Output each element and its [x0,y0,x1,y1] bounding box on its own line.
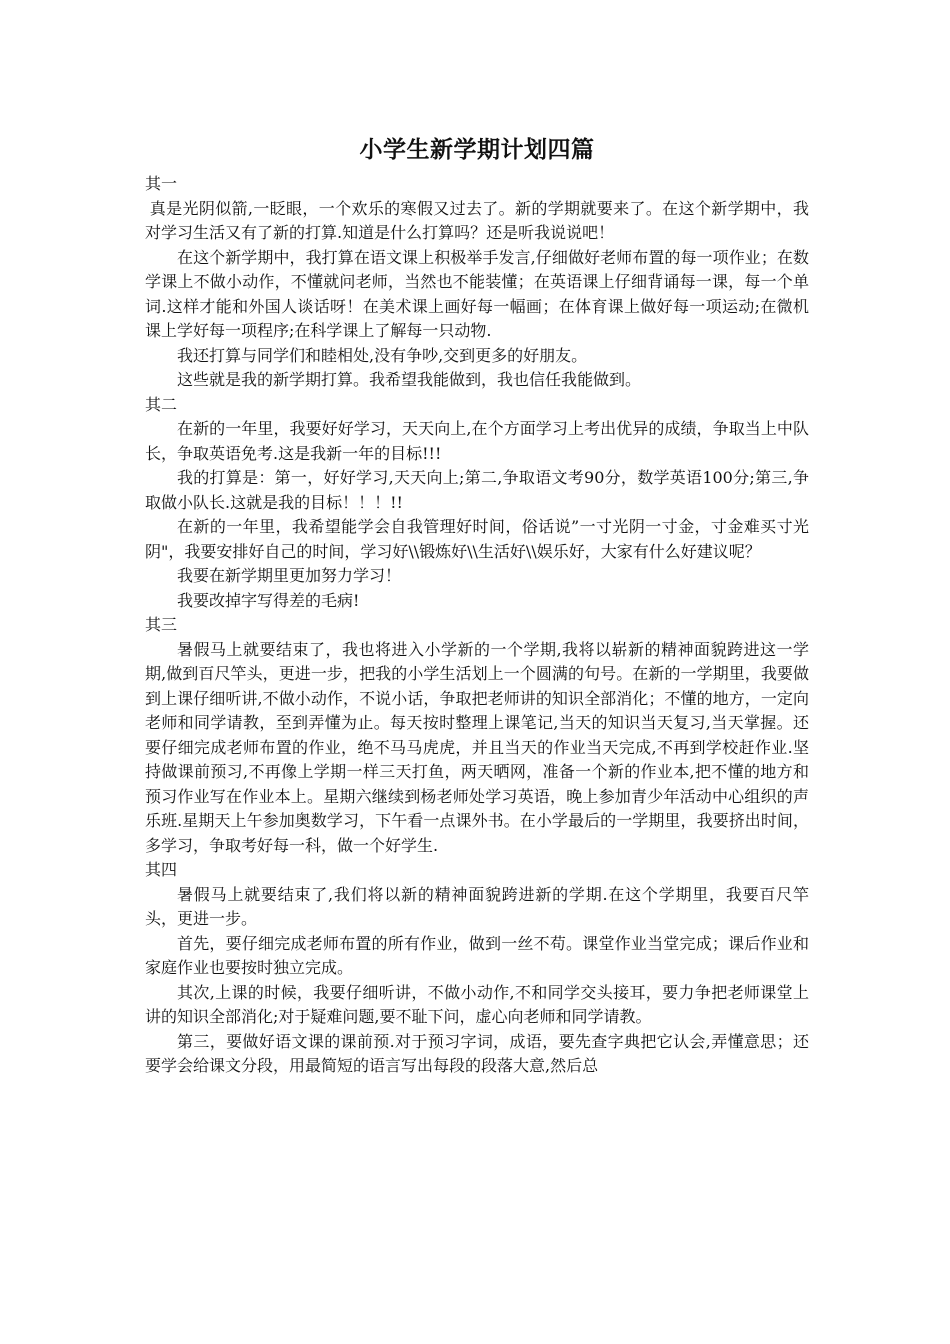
section-heading-3: 其三 [145,615,178,634]
section-heading-4: 其四 [145,860,178,879]
paragraph: 我要改掉字写得差的毛病! [177,590,360,610]
section-heading-1: 其一 [145,174,178,193]
paragraph: 首先，要仔细完成老师布置的所有作业，做到一丝不苟。课堂作业当堂完成；课后作业和家庭作业也要按时独立完成。 [145,933,809,977]
paragraph: 我要在新学期里更加努力学习！ [177,566,402,585]
paragraph: 在新的一年里，我要好好学习，天天向上,在个方面学习上考出优异的成绩，争取当上中队长，争取英语免考.这是我新一年的目标!!! [145,419,809,463]
paragraph: 第三，要做好语文课的课前预.对于预习字词，成语，要先查字典把它认会,弄懂意思；还要学会给课文分段，用最简短的语言写出每段的段落大意,然后总 [145,1031,809,1075]
document-page [145,132,809,1079]
paragraph: 这些就是我的新学期打算。我希望我能做到，我也信任我能做到。 [177,370,642,389]
document-title: 小学生新学期计划四篇 [359,136,595,163]
paragraph: 我的打算是：第一，好好学习,天天向上;第二,争取语文考90分，数学英语100分;第三,争取做小队长.这就是我的目标！！！!! [145,468,809,512]
paragraph: 暑假马上就要结束了,我们将以新的精神面貌跨进新的学期.在这个学期里，我要百尺竿头，更进一步。 [145,884,809,928]
paragraph: 真是光阴似箭,一眨眼，一个欢乐的寒假又过去了。新的学期就要来了。在这个新学期中，我对学习生活又有了新的打算.知道是什么打算吗？还是听我说说吧！ [145,198,809,242]
paragraph: 在新的一年里，我希望能学会自我管理好时间，俗话说”一寸光阴一寸金，寸金难买寸光阴"，我要安排好自己的时间，学习好\\锻炼好\\生活好\\娱乐好，大家有什么好建议呢？ [145,517,809,561]
paragraph: 在这个新学期中，我打算在语文课上积极举手发言,仔细做好老师布置的每一项作业；在数学课上不做小动作，不懂就问老师，当然也不能装懂；在英语课上仔细背诵每一课，每一个单词.这样才能和外国人谈话呀！在美术课上画好每一幅画；在体育课上做好每一项运动;在微机课上学好每一项程序;在科学课上了解每一只动物. [145,247,809,340]
paragraph: 其次,上课的时候，我要仔细听讲，不做小动作,不和同学交头接耳，要力争把老师课堂上讲的知识全部消化;对于疑难问题,要不耻下问，虚心向老师和同学请教。 [145,982,809,1026]
paragraph: 我还打算与同学们和睦相处,没有争吵,交到更多的好朋友。 [177,345,588,365]
section-heading-2: 其二 [145,394,178,414]
paragraph: 暑假马上就要结束了，我也将进入小学新的一个学期,我将以崭新的精神面貌跨进这一学期,做到百尺竿头，更进一步，把我的小学生活划上一个圆满的句号。在新的一学期里，我要做到上课仔细听讲,不做小动作，不说小话，争取把老师讲的知识全部消化；不懂的地方，一定向老师和同学请教，至到弄懂为止。每天按时整理上课笔记,当天的知识当天复习,当天掌握。还要仔细完成老师布置的作业，绝不马马虎虎，并且当天的作业当天完成,不再到学校赶作业.坚持做课前预习,不再像上学期一样三天打鱼，两天晒网，准备一个新的作业本,把不懂的地方和预习作业写在作业本上。星期六继续到杨老师处学习英语，晚上参加青少年活动中心组织的声乐班.星期天上午参加奥数学习，下午看一点课外书。在小学最后的一学期里，我要挤出时间，多学习，争取考好每一科，做一个好学生. [145,639,809,855]
